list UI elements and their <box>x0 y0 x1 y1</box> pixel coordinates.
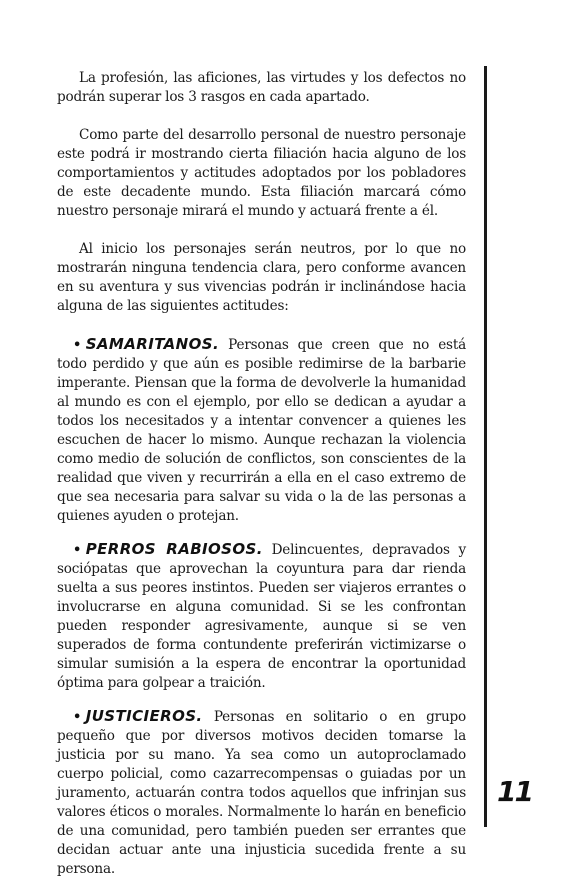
attitude-description: Personas en solitario o en grupo pequeño que por diversos motivos deciden tomarse la justicia por su mano. Ya sea como un autoproclamado cuerpo policial, como cazarrecompensas o guiadas por un juramento, actuarán contra todos aquellos que infrinjan sus valores éticos o morales. Normalmente lo harán en beneficio de una comunidad, pero también pueden ser errantes que decidan actuar ante una injusticia sucedida frente a su persona. <box>57 709 467 877</box>
attitude-description: Personas que creen que no está todo perdido y que aún es posible redimirse de la barbarie imperante. Piensan que la forma de devolverle la humanidad al mundo es con el ejemplo, por ello se dedican a ayudar a todos los necesitados y a intentar convencer a quienes les escuchen de hacer lo mismo. Aunque rechazan la violencia como medio de solución de conflictos, son conscientes de la realidad que viven y recurrirán a ella en el caso extremo de que sea necesaria para salvar su vida o la de las personas a quienes ayuden o protejan. <box>57 337 466 524</box>
attitude-name: PERROS RABIOSOS. <box>85 540 263 558</box>
paragraph-affiliation: Como parte del desarrollo personal de nuestro personaje este podrá ir mostrando cierta filiación hacia alguno de los comportamientos y actitudes adoptados por los pobladores de este decadente mundo. Esta filiación marcará cómo nuestro personaje mirará el mundo y actuará frente a él. <box>57 127 466 219</box>
page-body <box>57 69 466 893</box>
attitude-samaritanos <box>57 335 466 526</box>
attitude-perros-rabiosos <box>57 540 466 693</box>
attitude-justicieros <box>57 707 466 879</box>
bullet-icon: • <box>73 543 82 558</box>
attitude-name: SAMARITANOS. <box>85 335 220 353</box>
paragraph-traits-limit: La profesión, las aficiones, las virtudes y los defectos no podrán superar los 3 rasgos en cada apartado. <box>57 70 466 105</box>
margin-rule <box>484 66 487 827</box>
bullet-icon: • <box>73 338 82 353</box>
attitude-name: JUSTICIEROS. <box>85 707 203 725</box>
paragraph-neutral-start: Al inicio los personajes serán neutros, por lo que no mostrarán ninguna tendencia clara, pero conforme avancen en su aventura y sus vivencias podrán ir inclinándose hacia alguna de las siguientes actitudes: <box>57 241 466 314</box>
bullet-icon: • <box>73 710 82 725</box>
attitude-description: Delincuentes, depravados y sociópatas que aprovechan la coyuntura para dar rienda suelta a sus peores instintos. Pueden ser viajeros errantes o involucrarse en alguna comunidad. Si se les confrontan pueden responder agresivamente, aunque si se ven superados de forma contundente preferirán victimizarse o simular sumisión a la espera de encontrar la oportunidad óptima para golpear a traición. <box>57 542 467 691</box>
page-number: 11 <box>497 775 532 808</box>
attitude-heading <box>73 707 203 725</box>
attitude-heading <box>73 540 263 558</box>
attitude-heading <box>73 335 219 353</box>
